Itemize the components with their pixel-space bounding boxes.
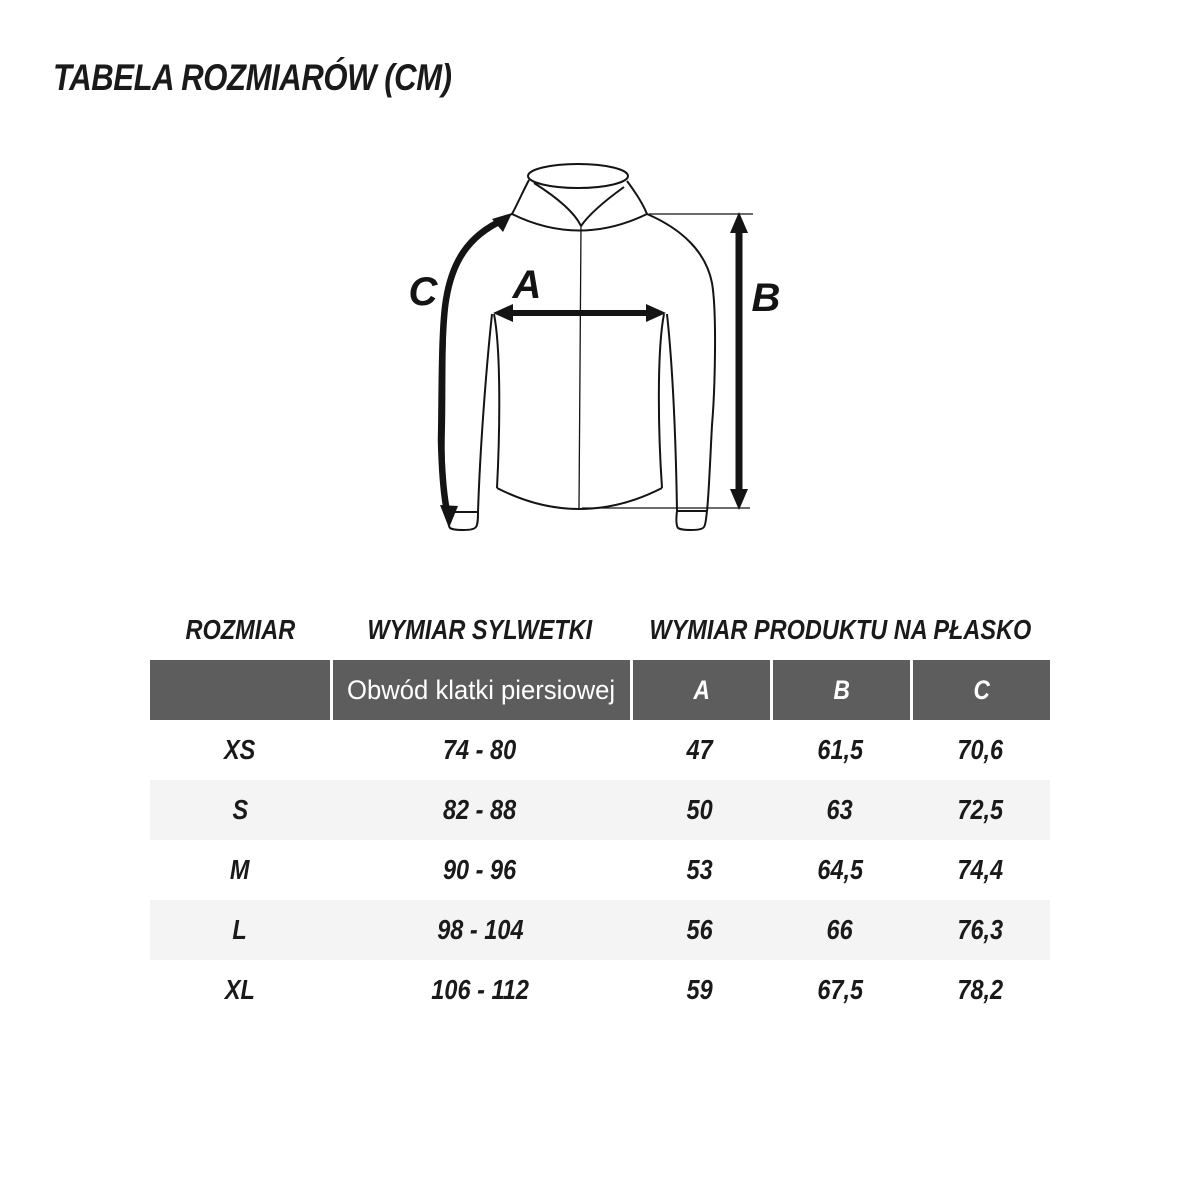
c-value: 70,6 bbox=[957, 734, 1003, 765]
neck-v-right bbox=[581, 187, 624, 226]
table-row-s bbox=[150, 780, 1050, 840]
size-diagram bbox=[380, 140, 830, 560]
a-value: 47 bbox=[686, 734, 714, 765]
size-table bbox=[150, 600, 1050, 1020]
arrow-b-head-bottom bbox=[730, 489, 748, 510]
arrow-b-head-top bbox=[730, 212, 748, 233]
chest-value: 106 - 112 bbox=[431, 974, 529, 1005]
subheader-empty bbox=[150, 660, 330, 720]
chest-value: 98 - 104 bbox=[436, 914, 524, 945]
b-value: 67,5 bbox=[817, 974, 863, 1005]
arrow-a-head-left bbox=[493, 304, 513, 322]
subheader-row bbox=[150, 660, 1050, 720]
size-label: XL bbox=[224, 974, 256, 1005]
collar-right-edge bbox=[627, 181, 647, 214]
arrow-c-head-bottom bbox=[440, 505, 458, 528]
right-cuff bbox=[676, 511, 707, 530]
left-sleeve-outer bbox=[444, 214, 512, 512]
jacket-outline bbox=[444, 164, 715, 530]
chest-value: 74 - 80 bbox=[443, 734, 517, 765]
table-row-m bbox=[150, 840, 1050, 900]
label-b: B bbox=[751, 276, 781, 320]
group-header-body: WYMIAR SYLWETKI bbox=[367, 614, 593, 645]
a-value: 59 bbox=[686, 974, 714, 1005]
subheader-a: A bbox=[630, 660, 770, 720]
label-a: A bbox=[512, 263, 542, 307]
arrow-c-head-top bbox=[492, 213, 512, 232]
b-value: 61,5 bbox=[817, 734, 863, 765]
arrow-b bbox=[582, 212, 753, 510]
collar-left-edge bbox=[512, 180, 529, 214]
table-row-xl bbox=[150, 960, 1050, 1020]
left-sleeve-inner bbox=[478, 314, 492, 512]
left-body-seam bbox=[494, 314, 499, 488]
size-label: M bbox=[230, 854, 250, 885]
neck-v-left bbox=[534, 183, 581, 226]
right-body-seam bbox=[659, 314, 664, 488]
size-label: S bbox=[232, 794, 248, 825]
subheader-c: C bbox=[910, 660, 1050, 720]
table-row-xs bbox=[150, 720, 1050, 780]
chest-value: 90 - 96 bbox=[443, 854, 517, 885]
arrow-c-curve bbox=[441, 220, 503, 506]
table-row-l bbox=[150, 900, 1050, 960]
c-value: 78,2 bbox=[957, 974, 1003, 1005]
subheader-b: B bbox=[770, 660, 910, 720]
collar-top bbox=[528, 164, 628, 188]
a-value: 50 bbox=[686, 794, 714, 825]
group-header-size: ROZMIAR bbox=[185, 614, 295, 645]
arrow-c bbox=[440, 213, 512, 528]
group-header-product: WYMIAR PRODUKTU NA PŁASKO bbox=[649, 614, 1031, 645]
a-value: 56 bbox=[686, 914, 714, 945]
b-value: 64,5 bbox=[817, 854, 863, 885]
group-header-row bbox=[150, 600, 1050, 660]
b-value: 66 bbox=[826, 914, 854, 945]
zipper-line bbox=[579, 226, 581, 508]
a-value: 53 bbox=[686, 854, 714, 885]
page-title-text: TABELA ROZMIARÓW (CM) bbox=[53, 57, 452, 98]
chest-value: 82 - 88 bbox=[443, 794, 517, 825]
size-label: XS bbox=[224, 734, 256, 765]
subheader-chest: Obwód klatki piersiowej bbox=[330, 660, 630, 720]
b-value: 63 bbox=[826, 794, 854, 825]
right-sleeve-outer bbox=[647, 214, 715, 511]
c-value: 72,5 bbox=[957, 794, 1003, 825]
right-sleeve-inner bbox=[667, 314, 677, 511]
size-label: L bbox=[232, 914, 248, 945]
c-value: 74,4 bbox=[957, 854, 1003, 885]
c-value: 76,3 bbox=[957, 914, 1003, 945]
page-title bbox=[53, 58, 528, 98]
label-c: C bbox=[408, 270, 438, 314]
